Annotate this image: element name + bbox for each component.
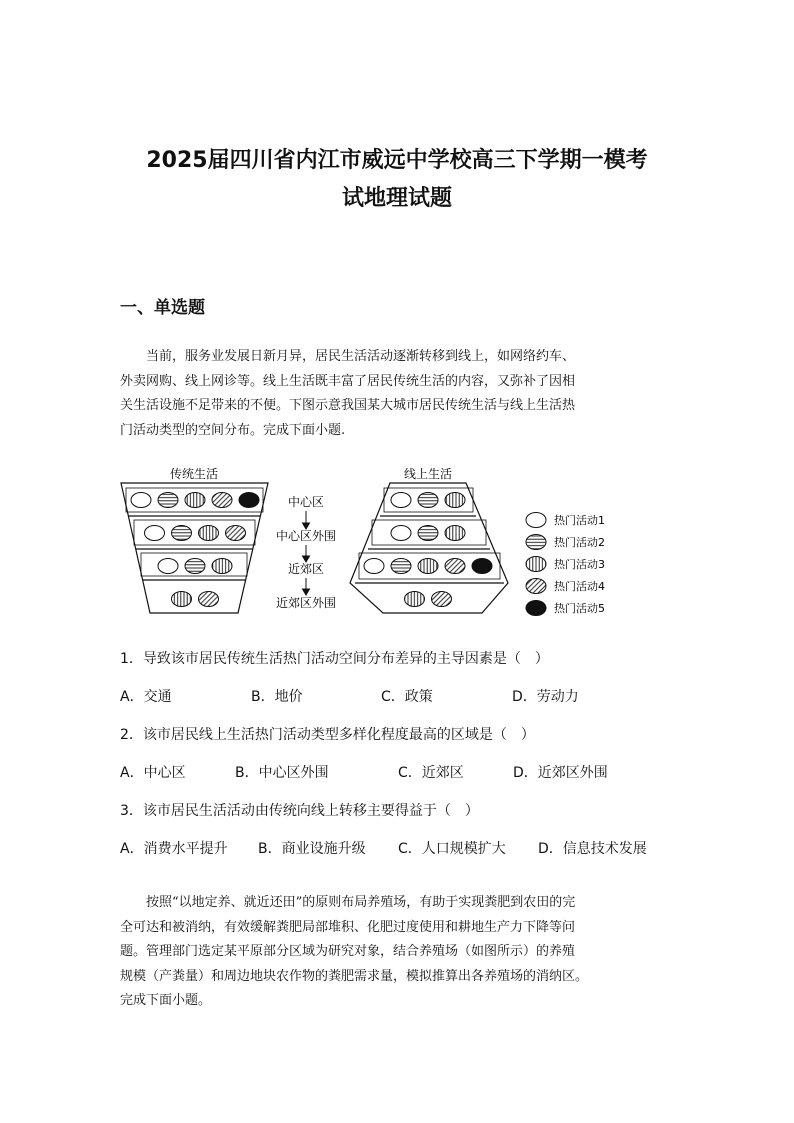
online-activity-vertical-marker [418,559,438,574]
online-activity-vertical-marker [445,493,465,508]
zone-label-suburb-periphery: 近郊区外围 [275,596,337,610]
traditional-activity-diagonal-marker [212,493,232,508]
passage-2-line: 完成下面小题。 [120,993,212,1008]
question-2-option-d[interactable]: D．近郊区外围 [513,765,608,781]
zone-arrows [303,511,310,595]
question-1-option-c[interactable]: C．政策 [381,689,433,705]
traditional-activity-vertical-marker [199,526,219,541]
legend-label: 热门活动5 [554,602,605,615]
title-line-2: 试地理试题 [341,186,452,211]
online-activity-solid-marker [472,559,492,574]
online-activity-horizontal-marker [391,559,411,574]
legend-solid-swatch [526,601,546,616]
zone-label-suburb: 近郊区 [287,562,325,576]
passage-1-line: 外卖网购、线上网诊等。线上生活既丰富了居民传统生活的内容，又弥补了因相 [120,373,576,389]
passage-2-line: 题。管理部门选定某平原部分区域为研究对象，结合养殖场（如图所示）的养殖 [120,944,576,959]
passage-1-line: 当前，服务业发展日新月异，居民生活活动逐渐转移到线上，如网络约车、 [146,349,576,364]
question-2-option-a[interactable]: A．中心区 [120,765,186,781]
passage-1-line: 关生活设施不足带来的不便。下图示意我国某大城市居民传统生活与线上生活热 [120,398,576,413]
traditional-activity-horizontal-marker [158,493,178,508]
online-activity-diagonal-marker [445,559,465,574]
question-1-stem: 1．导致该市居民传统生活热门活动空间分布差异的主导因素是（ ） [120,651,549,667]
passage-2-line: 全可达和被消纳，有效缓解粪肥局部堆积、化肥过度使用和耕地生产力下降等问 [120,919,576,935]
passage-2-line: 按照“以地定养、就近还田”的原则布局养殖场，有助于实现粪肥到农田的完 [146,895,576,910]
online-activity-empty-marker [364,559,384,574]
traditional-activity-solid-marker [239,493,259,508]
zone-label-center-periphery: 中心区外围 [275,529,337,543]
section-heading: 一、单选题 [120,298,205,318]
legend-label: 热门活动2 [554,536,605,549]
question-1-option-b[interactable]: B．地价 [251,689,303,705]
traditional-activity-vertical-marker [212,559,232,574]
legend-vertical-swatch [526,557,546,572]
traditional-activity-vertical-marker [172,592,192,607]
online-activity-horizontal-marker [418,526,438,541]
zone-label-center: 中心区 [287,495,325,509]
online-activity-vertical-marker [405,592,425,607]
question-2-option-c[interactable]: C．近郊区 [398,765,464,781]
legend-label: 热门活动1 [554,514,605,527]
traditional-title: 传统生活 [169,467,219,481]
traditional-activity-diagonal-marker [226,526,246,541]
question-3-stem: 3．该市居民生活活动由传统向线上转移主要得益于（ ） [120,803,479,819]
traditional-activity-horizontal-marker [185,559,205,574]
passage-1-line: 门活动类型的空间分布。完成下面小题. [120,422,346,438]
traditional-activity-empty-marker [131,493,151,508]
question-3-option-a[interactable]: A．消费水平提升 [120,841,228,857]
question-2-option-b[interactable]: B．中心区外围 [235,765,329,781]
question-1-option-d[interactable]: D．劳动力 [512,689,579,705]
legend-label: 热门活动4 [554,580,605,593]
question-3-option-c[interactable]: C．人口规模扩大 [398,841,506,857]
online-activity-empty-marker [391,493,411,508]
passage-2-line: 规模（产粪量）和周边地块农作物的粪肥需求量，模拟推算出各养殖场的消纳区。 [120,968,589,984]
legend-label: 热门活动3 [554,558,605,571]
legend-horizontal-swatch [526,535,546,550]
online-title: 线上生活 [403,467,453,481]
online-activity-diagonal-marker [432,592,452,607]
question-2-stem: 2．该市居民线上生活热门活动类型多样化程度最高的区域是（ ） [120,727,535,743]
online-activity-empty-marker [391,526,411,541]
passage-2 [120,891,680,1014]
traditional-activity-empty-marker [158,559,178,574]
traditional-activity-empty-marker [145,526,165,541]
question-3-option-d[interactable]: D．信息技术发展 [538,841,647,857]
legend-empty-swatch [526,513,546,528]
title-line-1: 2025届四川省内江市威远中学校高三下学期一模考 [146,148,648,173]
traditional-activity-diagonal-marker [199,592,219,607]
online-activity-horizontal-marker [418,493,438,508]
question-3-option-b[interactable]: B．商业设施升级 [258,841,366,857]
question-1-option-a[interactable]: A．交通 [120,689,172,705]
legend-diagonal-swatch [526,579,546,594]
online-activity-vertical-marker [445,526,465,541]
traditional-activity-horizontal-marker [172,526,192,541]
traditional-activity-vertical-marker [185,493,205,508]
